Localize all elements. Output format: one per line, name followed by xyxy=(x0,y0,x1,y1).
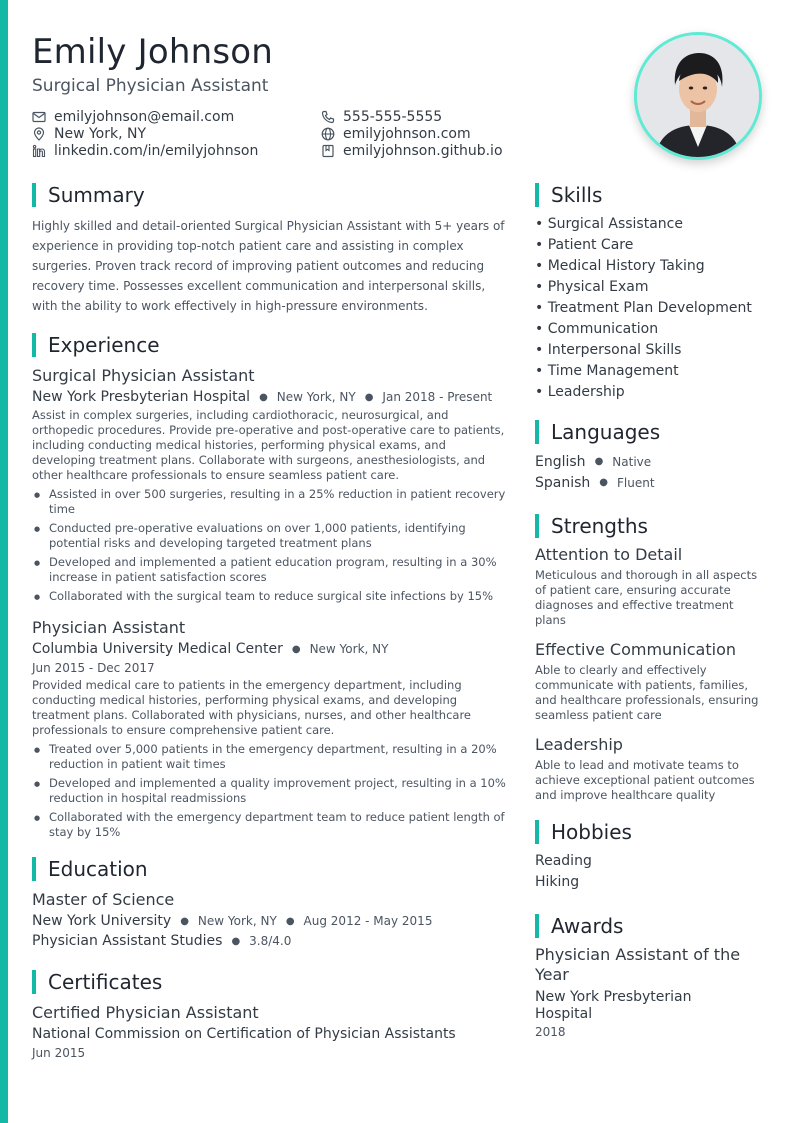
languages-heading xyxy=(535,419,765,445)
gpa: 3.8/4.0 xyxy=(249,934,292,948)
profile-photo xyxy=(634,32,762,160)
location-pin-icon xyxy=(32,127,46,141)
heading-accent xyxy=(535,820,539,844)
language-level: Fluent xyxy=(617,475,655,490)
job-organization: Columbia University Medical Center xyxy=(32,641,283,657)
job-achievements xyxy=(32,487,512,604)
left-column xyxy=(32,182,512,1060)
skill-label: Time Management xyxy=(547,363,679,379)
experience-heading xyxy=(32,332,512,358)
strength-title: Attention to Detail xyxy=(535,545,683,564)
experience-section xyxy=(32,332,512,840)
job-meta xyxy=(32,389,512,405)
achievement-item: ● Conducted pre-operative evaluations on over 1,000 patients, identifying potential risks and developing targeted treatment plans xyxy=(32,521,512,551)
phone-icon xyxy=(321,110,335,124)
skills-list xyxy=(535,214,765,403)
skill-label: Medical History Taking xyxy=(547,258,705,274)
heading-accent xyxy=(32,183,36,207)
job-entry xyxy=(32,366,512,604)
certificate-issuer-row xyxy=(32,1026,512,1042)
language-item xyxy=(535,472,765,493)
strength-item xyxy=(535,735,765,803)
contact-github[interactable] xyxy=(321,142,611,159)
languages-section xyxy=(535,419,765,493)
heading-accent xyxy=(32,857,36,881)
skills-heading-text: Skills xyxy=(551,183,603,207)
globe-icon xyxy=(321,127,335,141)
resume-page xyxy=(32,0,772,1123)
strength-description: Able to lead and motivate teams to achieve exceptional patient outcomes and improve healthcare quality xyxy=(535,758,755,802)
hobbies-heading xyxy=(535,819,765,845)
separator-dot: ● xyxy=(259,391,268,403)
certificates-heading-text: Certificates xyxy=(48,970,163,994)
heading-accent xyxy=(535,183,539,207)
phone-text: 555-555-5555 xyxy=(343,108,443,125)
awards-section xyxy=(535,913,765,1039)
skill-label: Surgical Assistance xyxy=(547,216,683,232)
separator-dot: ● xyxy=(231,935,241,947)
job-location: New York, NY xyxy=(276,390,356,404)
contact-email[interactable] xyxy=(32,108,321,125)
contact-linkedin[interactable] xyxy=(32,142,321,159)
education-meta xyxy=(32,913,512,929)
linkedin-icon xyxy=(32,144,46,158)
job-title: Surgical Physician Assistant xyxy=(32,366,255,385)
summary-heading-text: Summary xyxy=(48,183,145,207)
skill-item: • Communication xyxy=(535,321,659,337)
award-title: Physician Assistant of the Year xyxy=(535,945,741,984)
separator-dot: ● xyxy=(594,456,604,467)
heading-accent xyxy=(535,420,539,444)
job-location: New York, NY xyxy=(309,642,389,656)
linkedin-text: linkedin.com/in/emilyjohnson xyxy=(54,142,259,159)
achievement-item: ● Collaborated with the emergency department team to reduce patient length of stay by 15% xyxy=(32,810,512,840)
education-field-row xyxy=(32,933,512,949)
skill-item: • Time Management xyxy=(535,363,679,379)
candidate-title: Surgical Physician Assistant xyxy=(32,76,269,96)
language-name: Spanish xyxy=(535,474,591,491)
separator-dot: ● xyxy=(599,477,609,488)
skills-section xyxy=(535,182,765,403)
award-organization: New York Presbyterian Hospital xyxy=(535,989,692,1022)
email-icon xyxy=(32,110,46,124)
strength-item xyxy=(535,640,765,723)
skill-label: Patient Care xyxy=(547,237,634,253)
candidate-name: Emily Johnson xyxy=(32,32,274,72)
contact-website[interactable] xyxy=(321,125,611,142)
languages-heading-text: Languages xyxy=(551,420,661,444)
strengths-heading xyxy=(535,513,765,539)
certificates-section xyxy=(32,969,512,1060)
certificate-issuer: National Commission on Certification of Physician Assistants xyxy=(32,1026,456,1042)
skill-label: Interpersonal Skills xyxy=(547,342,682,358)
skill-item: • Leadership xyxy=(535,384,625,400)
summary-section xyxy=(32,182,512,316)
location-text: New York, NY xyxy=(54,125,147,142)
job-entry xyxy=(32,618,512,840)
skill-label: Treatment Plan Development xyxy=(547,300,752,316)
education-heading xyxy=(32,856,512,882)
strength-title: Effective Communication xyxy=(535,640,736,659)
right-column xyxy=(535,182,765,1039)
job-achievements xyxy=(32,742,512,840)
separator-dot: ● xyxy=(180,915,189,927)
job-description: Provided medical care to patients in the emergency department, including conducting medical histories, performing physical exams, and developing treatment plans. Collaborated with physicians, nurses, and other healthcare professionals to ensure comprehensive patient care. xyxy=(32,678,472,737)
school-name: New York University xyxy=(32,913,172,929)
education-section xyxy=(32,856,512,949)
skill-item: • Medical History Taking xyxy=(535,258,705,274)
job-dates: Jun 2015 - Dec 2017 xyxy=(32,661,155,675)
job-description: Assist in complex surgeries, including cardiothoracic, neurosurgical, and orthopedic procedures. Provide pre-operative and post-operative care to patients, including conducting medical histories, performing physical exams, and developing treatment plans. Collaborate with surgeons, anesthesiologists, and other healthcare professionals to ensure seamless patient care. xyxy=(32,408,505,482)
skill-item: • Interpersonal Skills xyxy=(535,342,682,358)
bookmark-icon xyxy=(321,144,335,158)
hobby-item: Hiking xyxy=(535,874,580,890)
experience-heading-text: Experience xyxy=(48,333,160,357)
hobbies-section xyxy=(535,819,765,893)
language-level: Native xyxy=(612,454,652,469)
language-item xyxy=(535,451,765,472)
field-of-study: Physician Assistant Studies xyxy=(32,933,223,949)
skill-item: • Surgical Assistance xyxy=(535,216,683,232)
skill-label: Physical Exam xyxy=(547,279,649,295)
skill-item: • Physical Exam xyxy=(535,279,649,295)
education-dates: Aug 2012 - May 2015 xyxy=(303,914,433,928)
achievement-item: ● Collaborated with the surgical team to reduce surgical site infections by 15% xyxy=(32,589,512,604)
certificates-heading xyxy=(32,969,512,995)
skill-label: Leadership xyxy=(547,384,625,400)
separator-dot: ● xyxy=(285,915,295,927)
achievement-item: ● Developed and implemented a quality improvement project, resulting in a 10% reduction in hospital readmissions xyxy=(32,776,512,806)
skill-label: Communication xyxy=(547,321,659,337)
heading-accent xyxy=(535,914,539,938)
summary-heading xyxy=(32,182,512,208)
heading-accent xyxy=(535,514,539,538)
strength-description: Meticulous and thorough in all aspects of patient care, ensuring accurate diagnoses and effective treatment plans xyxy=(535,568,758,627)
skills-heading xyxy=(535,182,765,208)
skill-item: • Treatment Plan Development xyxy=(535,300,752,316)
email-text: emilyjohnson@email.com xyxy=(54,108,235,125)
job-organization: New York Presbyterian Hospital xyxy=(32,389,251,405)
awards-heading xyxy=(535,913,765,939)
job-meta xyxy=(32,641,512,657)
heading-accent xyxy=(32,970,36,994)
language-name: English xyxy=(535,453,586,470)
achievement-item: ● Treated over 5,000 patients in the emergency department, resulting in a 20% reduction in patient wait times xyxy=(32,742,512,772)
heading-accent xyxy=(32,333,36,357)
job-dates-row xyxy=(32,661,512,675)
skill-item: • Patient Care xyxy=(535,237,634,253)
strengths-section xyxy=(535,513,765,803)
contact-list xyxy=(32,108,612,159)
contact-location xyxy=(32,125,321,142)
hobbies-heading-text: Hobbies xyxy=(551,820,632,844)
separator-dot: ● xyxy=(291,643,301,655)
job-dates: Jan 2018 - Present xyxy=(382,390,493,404)
school-location: New York, NY xyxy=(197,914,277,928)
job-title: Physician Assistant xyxy=(32,618,186,637)
strength-description: Able to clearly and effectively communicate with patients, families, and healthcare professionals, ensuring seamless patient care xyxy=(535,663,759,722)
award-year: 2018 xyxy=(535,1025,566,1039)
awards-heading-text: Awards xyxy=(551,914,624,938)
achievement-item: ● Assisted in over 500 surgeries, resulting in a 25% reduction in patient recovery time xyxy=(32,487,512,517)
contact-phone[interactable] xyxy=(321,108,611,125)
education-heading-text: Education xyxy=(48,857,148,881)
github-text: emilyjohnson.github.io xyxy=(343,142,503,159)
achievement-item: ● Developed and implemented a patient education program, resulting in a 30% increase in patient satisfaction scores xyxy=(32,555,512,585)
summary-text: Highly skilled and detail-oriented Surgical Physician Assistant with 5+ years of experience in providing top-notch patient care and assisting in complex surgeries. Proven track record of improving patient outcomes and reducing recovery time. Possesses excellent communication and interpersonal skills, with the ability to work effectively in high-pressure environments. xyxy=(32,219,505,313)
certificate-name: Certified Physician Assistant xyxy=(32,1003,259,1022)
separator-dot: ● xyxy=(364,391,374,403)
strength-item xyxy=(535,545,765,628)
certificate-date-row xyxy=(32,1046,512,1060)
strengths-heading-text: Strengths xyxy=(551,514,648,538)
degree: Master of Science xyxy=(32,890,175,909)
person-portrait-icon xyxy=(637,35,759,157)
strength-title: Leadership xyxy=(535,735,623,754)
hobby-item: Reading xyxy=(535,853,592,869)
accent-bar xyxy=(0,0,8,1123)
website-text: emilyjohnson.com xyxy=(343,125,471,142)
certificate-date: Jun 2015 xyxy=(32,1046,86,1060)
